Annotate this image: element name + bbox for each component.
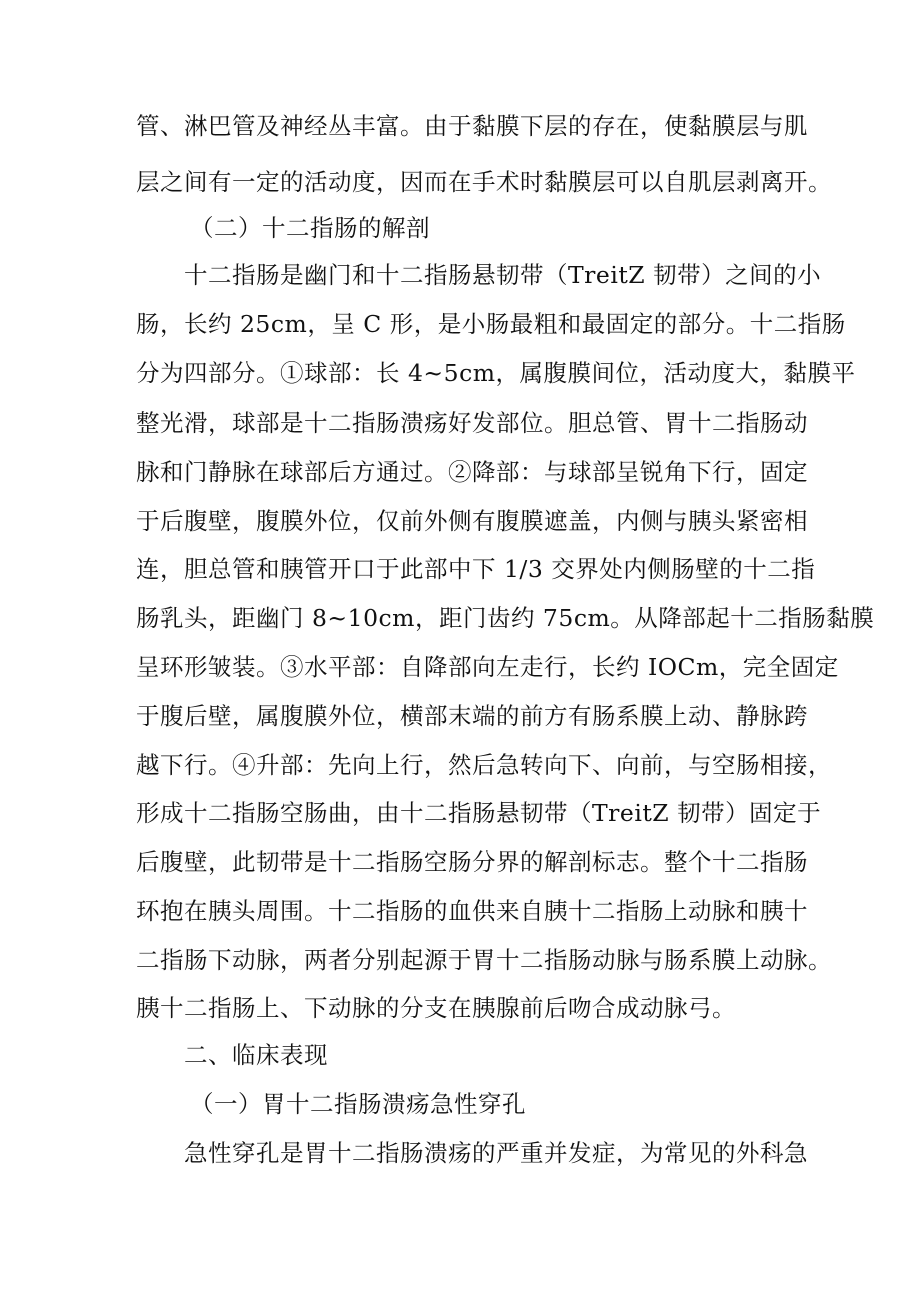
body-text-line: 脉和门静脉在球部后方通过。②降部：与球部呈锐角下行，固定 bbox=[136, 458, 808, 486]
body-text-line: 于后腹壁，腹膜外位，仅前外侧有腹膜遮盖，内侧与胰头紧密相 bbox=[136, 507, 808, 535]
section-heading: 二、临床表现 bbox=[184, 1041, 328, 1069]
body-text-line: 环抱在胰头周围。十二指肠的血供来自胰十二指肠上动脉和胰十 bbox=[136, 897, 808, 925]
body-text-line: 形成十二指肠空肠曲，由十二指肠悬韧带（TreitZ 韧带）固定于 bbox=[136, 799, 822, 827]
body-text-line: 肠乳头，距幽门 8~10cm，距门齿约 75cm。从降部起十二指肠黏膜 bbox=[136, 604, 875, 632]
body-text-line: 连，胆总管和胰管开口于此部中下 1/3 交界处内侧肠壁的十二指 bbox=[136, 555, 816, 583]
body-text-line: 管、淋巴管及神经丛丰富。由于黏膜下层的存在，使黏膜层与肌 bbox=[136, 112, 808, 140]
body-text-line: 分为四部分。①球部：长 4~5cm，属腹膜间位，活动度大，黏膜平 bbox=[136, 359, 856, 387]
paragraph-last-line: 胰十二指肠上、下动脉的分支在胰腺前后吻合成动脉弓。 bbox=[136, 994, 736, 1022]
body-text-line: 越下行。④升部：先向上行，然后急转向下、向前，与空肠相接， bbox=[136, 751, 832, 779]
subsection-heading: （一）胃十二指肠溃疡急性穿孔 bbox=[190, 1090, 526, 1118]
paragraph-first-line: 十二指肠是幽门和十二指肠悬韧带（TreitZ 韧带）之间的小 bbox=[184, 261, 822, 289]
paragraph-first-line: 急性穿孔是胃十二指肠溃疡的严重并发症，为常见的外科急 bbox=[184, 1139, 808, 1167]
body-text-line: 层之间有一定的活动度，因而在手术时黏膜层可以自肌层剥离开。 bbox=[136, 168, 832, 196]
body-text-line: 肠，长约 25cm，呈 C 形，是小肠最粗和最固定的部分。十二指肠 bbox=[136, 310, 846, 338]
subsection-heading: （二）十二指肠的解剖 bbox=[190, 214, 430, 242]
body-text-line: 后腹壁，此韧带是十二指肠空肠分界的解剖标志。整个十二指肠 bbox=[136, 848, 808, 876]
body-text-line: 整光滑，球部是十二指肠溃疡好发部位。胆总管、胃十二指肠动 bbox=[136, 409, 808, 437]
body-text-line: 二指肠下动脉，两者分别起源于胃十二指肠动脉与肠系膜上动脉。 bbox=[136, 946, 832, 974]
body-text-line: 呈环形皱装。③水平部：自降部向左走行，长约 IOCm，完全固定 bbox=[136, 653, 839, 681]
body-text-line: 于腹后壁，属腹膜外位，横部末端的前方有肠系膜上动、静脉跨 bbox=[136, 702, 808, 730]
